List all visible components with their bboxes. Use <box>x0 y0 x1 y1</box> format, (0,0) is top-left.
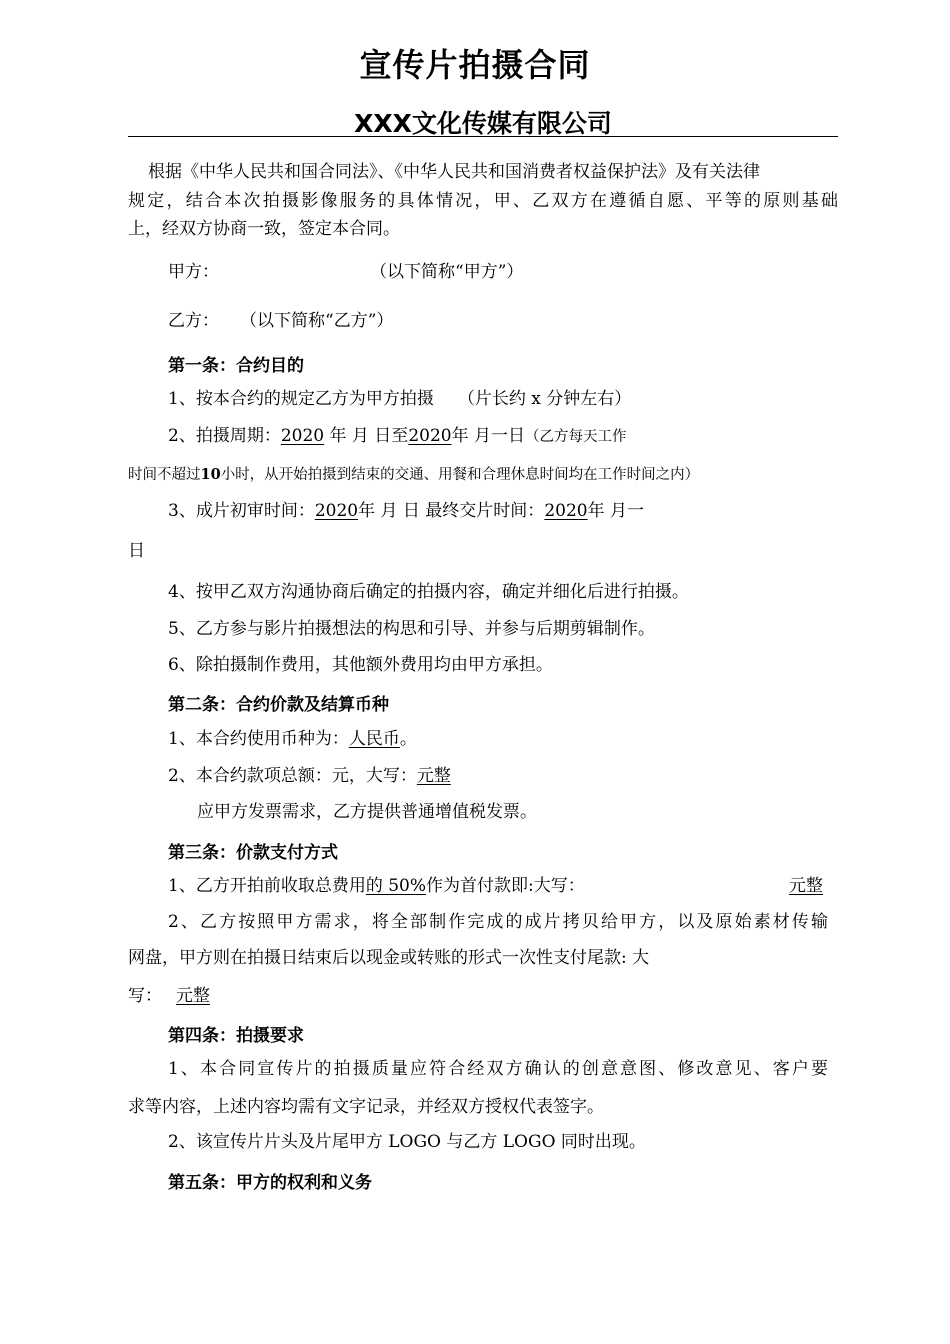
first-review-label: 3、成片初审时间： <box>168 501 315 521</box>
down-payment-label: 1、乙方开拍前收取总费用 <box>168 876 366 896</box>
article-1-item-6: 6、除拍摄制作费用，其他额外费用均由甲方承担。 <box>168 655 553 675</box>
party-b-alias: （以下简称“乙方”） <box>240 311 394 331</box>
total-amount-label: 2、本合约款项总额：元，大写： <box>168 766 417 786</box>
work-hours-note: （乙方每天工作 <box>524 429 627 445</box>
final-delivery-label: 年 月 日 最终交片时间： <box>358 501 545 521</box>
shooting-end-year: 2020 <box>408 426 452 446</box>
article-1-item-1-length: （片长约 x 分钟左右） <box>457 389 632 409</box>
final-delivery-date: 年 月一 <box>587 501 644 521</box>
shooting-start-year: 2020 <box>280 426 325 446</box>
currency-period: 。 <box>399 729 417 749</box>
article-2-heading: 第二条：合约价款及结算币种 <box>168 695 389 715</box>
party-b-label: 乙方： <box>168 311 219 331</box>
total-amount-words: 元整 <box>416 766 451 786</box>
article-1-item-5: 5、乙方参与影片拍摄想法的构思和引导、并参与后期剪辑制作。 <box>168 619 655 639</box>
intro-line-3: 上，经双方协商一致，签定本合同。 <box>128 219 400 239</box>
down-payment-ratio: 的 50% <box>365 876 427 896</box>
article-3-heading: 第三条：价款支付方式 <box>168 843 338 863</box>
company-name: XXX文化传媒有限公司 <box>354 109 612 138</box>
article-1-item-2 <box>168 425 626 448</box>
article-2-item-2 <box>168 765 451 787</box>
intro-line-1: 根据《中华人民共和国合同法》、《中华人民共和国消费者权益保护法》及有关法律 <box>148 162 760 182</box>
article-4-heading: 第四条：拍摄要求 <box>168 1026 304 1046</box>
work-hours-text-b: 小时，从开始拍摄到结束的交通、用餐和合理休息时间均在工作时间之内） <box>220 467 700 483</box>
shooting-end-date: 年 月一日 <box>451 426 525 446</box>
first-review-year: 2020 <box>314 501 359 521</box>
article-4-item-1-line-2: 求等内容，上述内容均需有文字记录，并经双方授权代表签字。 <box>128 1097 604 1117</box>
header-divider <box>128 136 838 137</box>
article-1-item-2-cont <box>128 463 699 484</box>
article-1-item-1-text: 1、按本合约的规定乙方为甲方拍摄 <box>168 389 434 409</box>
currency-value: 人民币 <box>348 729 400 749</box>
down-payment-words: 元整 <box>789 876 823 896</box>
work-hours-text-a: 时间不超过 <box>128 467 201 483</box>
article-3-item-2-line-1: 2、乙方按照甲方需求，将全部制作完成的成片拷贝给甲方，以及原始素材传输 <box>168 912 828 932</box>
article-3-item-1 <box>168 875 585 897</box>
currency-label: 1、本合约使用币种为： <box>168 729 349 749</box>
article-4-item-2: 2、该宣传片片头及片尾甲方 LOGO 与乙方 LOGO 同时出现。 <box>168 1132 646 1152</box>
article-1-item-4: 4、按甲乙双方沟通协商后确定的拍摄内容，确定并细化后进行拍摄。 <box>168 582 689 602</box>
party-a-label: 甲方： <box>168 262 219 282</box>
article-1-item-3-cont: 日 <box>128 541 145 561</box>
article-1-item-3 <box>168 500 644 522</box>
article-1-item-1 <box>168 388 631 410</box>
work-hours-value: 10 <box>200 466 221 483</box>
article-4-item-1-line-1: 1、本合同宣传片的拍摄质量应符合经双方确认的创意意图、修改意见、客户要 <box>168 1059 828 1079</box>
article-2-item-3: 应甲方发票需求，乙方提供普通增值税发票。 <box>197 802 537 822</box>
intro-line-2: 规定，结合本次拍摄影像服务的具体情况，甲、乙双方在遵循自愿、平等的原则基础 <box>128 191 838 211</box>
article-1-heading: 第一条：合约目的 <box>168 356 304 376</box>
shooting-start-date: 年 月 日至 <box>324 426 409 446</box>
party-a-alias: （以下简称“甲方”） <box>370 262 524 282</box>
final-delivery-year: 2020 <box>544 501 588 521</box>
article-3-item-2-line-2: 网盘，甲方则在拍摄日结束后以现金或转账的形式一次性支付尾款: 大 <box>128 948 650 968</box>
final-payment-label: 写： <box>128 986 162 1006</box>
article-3-item-2-line-3 <box>128 985 210 1007</box>
shooting-period-label: 2、拍摄周期： <box>168 426 281 446</box>
final-payment-words: 元整 <box>176 986 210 1006</box>
article-2-item-1 <box>168 728 417 750</box>
document-title: 宣传片拍摄合同 <box>359 46 591 84</box>
down-payment-words-label: 作为首付款即:大写： <box>426 876 585 896</box>
article-5-heading: 第五条：甲方的权利和义务 <box>168 1173 372 1193</box>
